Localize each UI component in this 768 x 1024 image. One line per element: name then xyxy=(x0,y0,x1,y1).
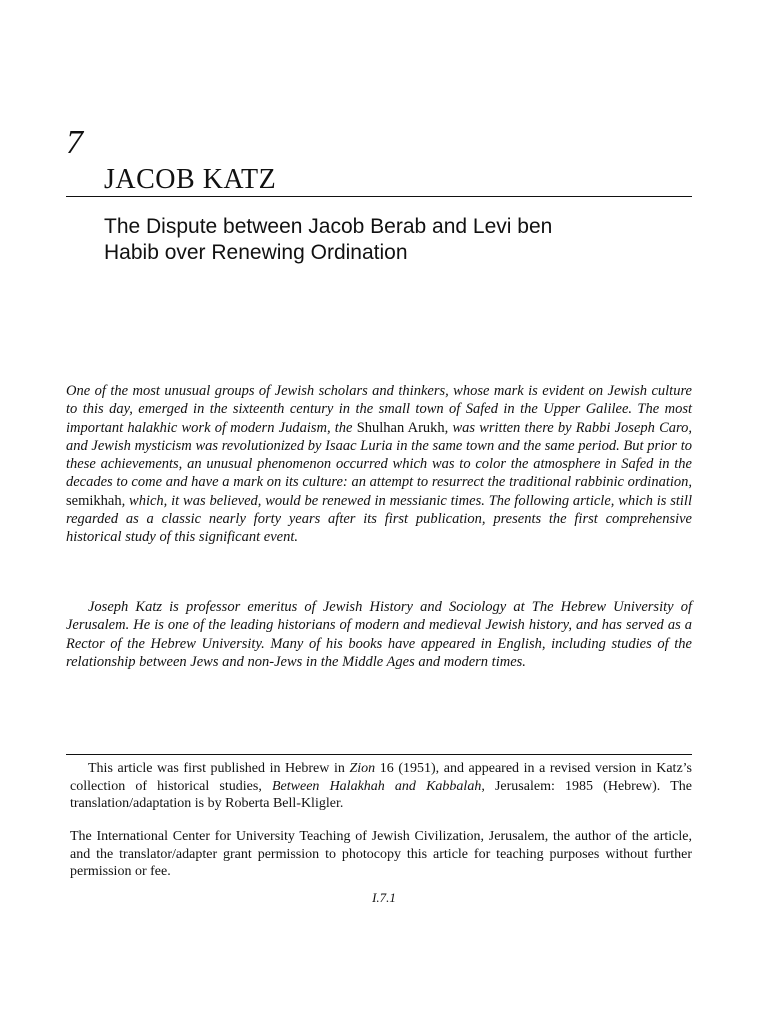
abstract-work-title: Shulhan Arukh xyxy=(356,419,445,436)
abstract-text-2: , was written there by Rabbi Joseph Caro, and Jewish mysticism was revolutionized by Isaac Luria in the same town and the same period. But prior to these achievements, an unusual phenomenon occurred which was to color the atmosphere in Safed in the decades to come and have a mark on its culture: an attempt to resurrect the traditional rabbinic ordination, xyxy=(66,419,692,491)
footnote-journal: Zion xyxy=(349,761,376,776)
footnote-rule xyxy=(66,754,692,755)
abstract-paragraph xyxy=(66,382,692,547)
abstract-text-3: , which, it was believed, would be renewed in messianic times. The following article, which is still regarded as a classic nearly forty years after its first publication, presents the first comprehensive historical study of this significant event. xyxy=(66,492,692,546)
chapter-author: JACOB KATZ xyxy=(104,164,277,195)
author-bio: Joseph Katz is professor emeritus of Jewish History and Sociology at The Hebrew University of Jerusalem. He is one of the leading historians of modern and medieval Jewish history, and has served as a Rector of the Hebrew University. Many of his books have appeared in English, including studies of the relationship between Jews and non-Jews in the Middle Ages and modern times. xyxy=(66,599,692,670)
abstract-text-1: One of the most unusual groups of Jewish scholars and thinkers, whose mark is evident on Jewish culture to this day, emerged in the sixteenth century in the small town of Safed in the Upper Galilee. The most important halakhic work of modern Judaism, the xyxy=(66,383,692,436)
footnote-text-3: , Jerusalem: 1985 (Hebrew). The translation/adaptation is by Roberta Bell-Kligler. xyxy=(70,778,692,811)
footnote-permission: The International Center for University Teaching of Jewish Civilization, Jerusalem, the author of the article, and the translator/adapter grant permission to photocopy this article for teaching purposes without further permission or fee. xyxy=(70,829,692,879)
chapter-number: 7 xyxy=(66,124,83,161)
footnote-book-title: Between Halakhah and Kabbalah xyxy=(271,778,482,794)
abstract-term: semikhah xyxy=(66,492,122,509)
footnote-text-2: 16 (1951), and appeared in a revised version in Katz’s collection of historical studies, xyxy=(70,761,692,794)
title-rule xyxy=(66,196,692,197)
chapter-title: The Dispute between Jacob Berab and Levi ben Habib over Renewing Ordination xyxy=(104,215,553,264)
footnote-text-1: This article was first published in Hebrew in xyxy=(88,761,350,776)
page-number: I.7.1 xyxy=(372,890,396,905)
footnote-publication xyxy=(70,760,692,813)
